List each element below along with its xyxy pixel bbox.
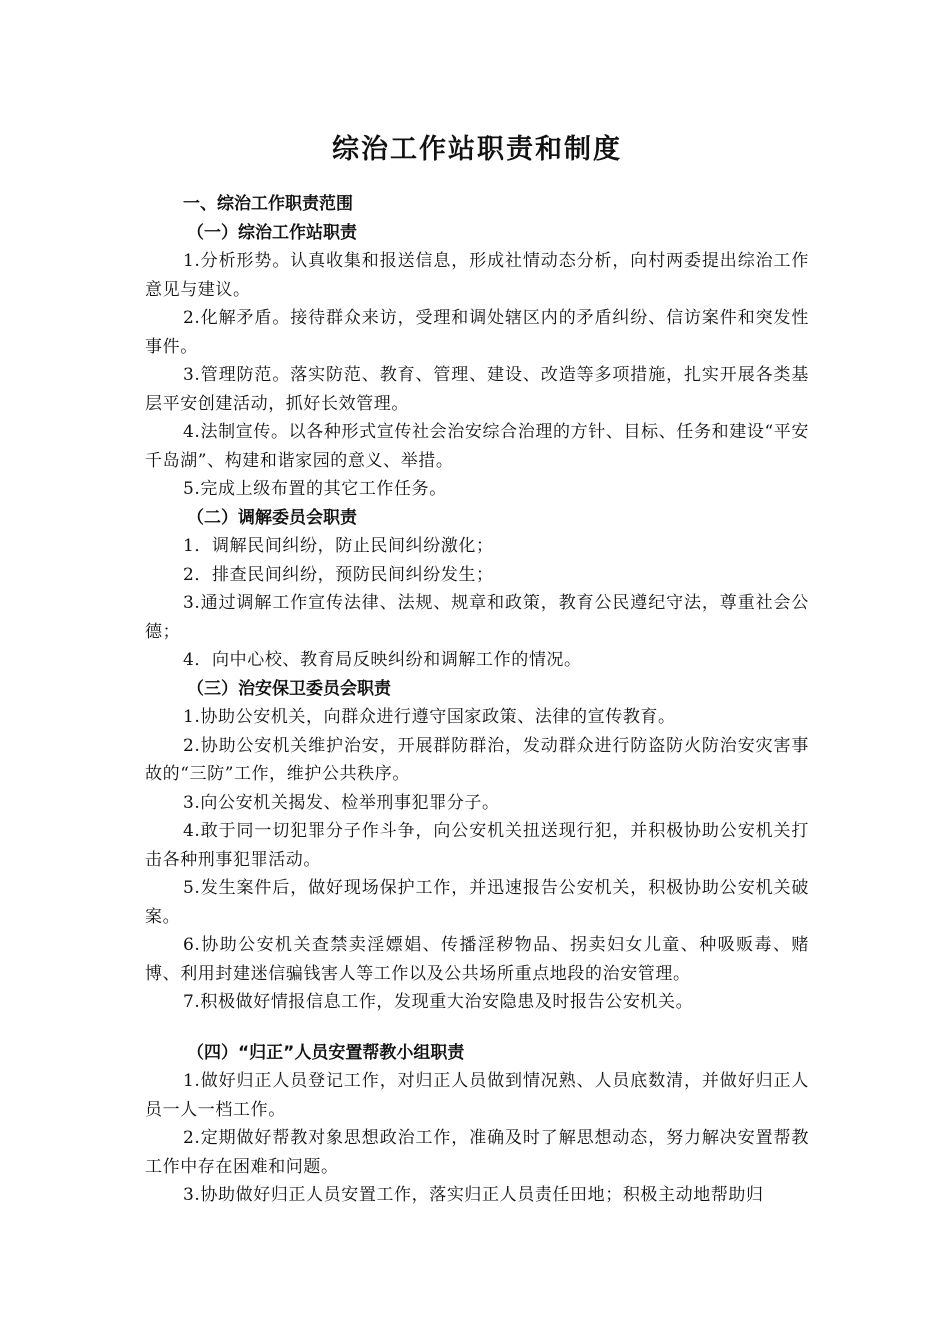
document-page [145,128,809,1210]
list-item: 4.法制宣传。以各种形式宣传社会治安综合治理的方针、目标、任务和建设“平安千岛湖”、构建和谐家园的意义、举措。 [145,422,809,471]
subsection-heading-2: （二）调解委员会职责 [187,507,357,528]
list-item: 6.协助公安机关查禁卖淫嫖娼、传播淫秽物品、拐卖妇女儿童、种吸贩毒、赌博、利用封建迷信骗钱害人等工作以及公共场所重点地段的治安管理。 [145,935,809,984]
list-item: 3.协助做好归正人员安置工作，落实归正人员责任田地；积极主动地帮助归 [183,1185,764,1205]
spacer [145,1017,809,1039]
list-item: 4．向中心校、教育局反映纠纷和调解工作的情况。 [183,650,582,670]
list-item: 1．调解民间纠纷，防止民间纠纷激化； [183,536,494,556]
list-item: 2.化解矛盾。接待群众来访，受理和调处辖区内的矛盾纠纷、信访案件和突发性事件。 [145,308,809,357]
list-item: 2．排查民间纠纷，预防民间纠纷发生； [183,564,494,585]
section-heading-1: 一、综治工作职责范围 [183,194,353,214]
list-item: 3.向公安机关揭发、检举刑事犯罪分子。 [183,792,500,813]
list-item: 2.定期做好帮教对象思想政治工作，准确及时了解思想动态，努力解决安置帮教工作中存在困难和问题。 [145,1128,809,1177]
subsection-heading-3: （三）治安保卫委员会职责 [187,678,391,699]
list-item: 1.协助公安机关，向群众进行遵守国家政策、法律的宣传教育。 [183,707,676,727]
list-item: 5.完成上级布置的其它工作任务。 [183,479,447,499]
list-item: 1.分析形势。认真收集和报送信息，形成社情动态分析，向村两委提出综治工作意见与建议。 [145,251,809,300]
list-item: 5.发生案件后，做好现场保护工作，并迅速报告公安机关，积极协助公安机关破案。 [145,878,809,927]
document-title: 综治工作站职责和制度 [332,134,622,165]
list-item: 2.协助公安机关维护治安，开展群防群治，发动群众进行防盗防火防治安灾害事故的“三防”工作，维护公共秩序。 [145,735,809,784]
subsection-heading-1: （一）综治工作站职责 [187,222,357,243]
list-item: 7.积极做好情报信息工作，发现重大治安隐患及时报告公安机关。 [183,992,694,1012]
list-item: 3.管理防范。落实防范、教育、管理、建设、改造等多项措施，扎实开展各类基层平安创建活动，抓好长效管理。 [145,365,809,414]
list-item: 3.通过调解工作宣传法律、法规、规章和政策，教育公民遵纪守法，尊重社会公德； [145,593,809,642]
list-item: 1.做好归正人员登记工作，对归正人员做到情况熟、人员底数清，并做好归正人员一人一档工作。 [145,1071,809,1120]
subsection-heading-4: （四）“归正”人员安置帮教小组职责 [187,1042,465,1063]
list-item: 4.敢于同一切犯罪分子作斗争，向公安机关扭送现行犯，并积极协助公安机关打击各种刑事犯罪活动。 [145,821,809,870]
